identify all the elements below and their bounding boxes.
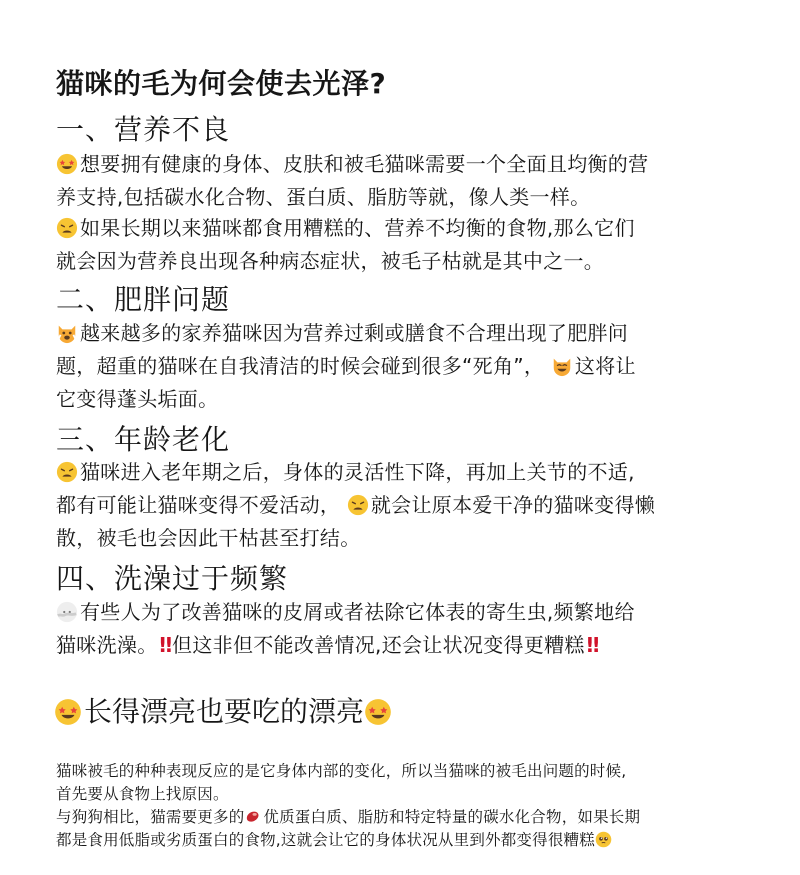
paragraph-line: 都有可能让猫咪变得不爱活动，	[56, 493, 341, 517]
pleading-face-icon	[595, 831, 612, 848]
weary-cat-icon	[56, 322, 78, 344]
cut-of-meat-icon	[244, 808, 261, 825]
weary-face-icon	[347, 494, 369, 516]
article-title: 猫咪的毛为何会使去光泽?	[56, 67, 387, 100]
paragraph-inline-text: 就会让原本爱干净的猫咪变得懒	[370, 493, 656, 517]
footer-line: 优质蛋白质、脂肪和特定特量的碳水化合物，如果长期	[263, 808, 641, 826]
star-struck-face-icon	[56, 153, 78, 175]
double-exclamation-icon: ‼	[586, 633, 598, 657]
paragraph-line: 但这非但不能改善情况,还会让状况变得更糟糕	[172, 633, 585, 657]
paragraph-line: 就会因为营养良出现各种病态症状，被毛子枯就是其中之一。	[56, 249, 605, 273]
paragraph-nutrition-1	[56, 148, 756, 214]
footer-line: 首先要从食物上找原因。	[56, 785, 229, 803]
section-heading-nutrition: 一、营养不良	[56, 113, 231, 146]
paragraph-aging	[56, 456, 756, 555]
paragraph-line: 它变得蓬头垢面。	[56, 387, 219, 411]
subheading-text: 长得漂亮也要吃的漂亮	[84, 695, 365, 728]
paragraph-bathing	[56, 596, 756, 662]
paragraph-line: 猫咪进入老年期之后，身体的灵活性下降，再加上关节的不适,	[80, 460, 635, 484]
footer-line: 猫咪被毛的种种表现反应的是它身体内部的变化，所以当猫咪的被毛出问题的时候,	[56, 762, 627, 780]
paragraph-line: 想要拥有健康的身体、皮肤和被毛猫咪需要一个全面且均衡的营	[80, 152, 649, 176]
paragraph-inline-text: 这将让	[574, 354, 636, 378]
star-struck-face-icon	[364, 698, 392, 726]
paragraph-line: 猫咪洗澡。	[56, 633, 158, 657]
section-heading-aging: 三、年龄老化	[56, 423, 231, 456]
paragraph-line: 越来越多的家养猫咪因为营养过剩或膳食不合理出现了肥胖问	[80, 321, 629, 345]
subheading	[54, 690, 394, 730]
double-exclamation-icon: ‼	[159, 633, 171, 657]
grinning-cat-icon	[551, 355, 573, 377]
paragraph-line: 如果长期以来猫咪都食用糟糕的、营养不均衡的食物,那么它们	[80, 216, 635, 240]
star-struck-face-icon	[54, 698, 82, 726]
paragraph-line: 有些人为了改善猫咪的皮屑或者祛除它体表的寄生虫,频繁地给	[80, 600, 635, 624]
footer-text	[56, 760, 766, 852]
footer-line: 都是食用低脂或劣质蛋白的食物,这就会让它的身体状况从里到外都变得很糟糕	[56, 831, 595, 849]
weary-face-icon	[56, 461, 78, 483]
section-heading-obesity: 二、肥胖问题	[56, 283, 231, 316]
paragraph-line: 题，超重的猫咪在自我清洁的时候会碰到很多“死角”，	[56, 354, 545, 378]
paragraph-nutrition-2	[56, 212, 756, 278]
weary-face-icon	[56, 217, 78, 239]
section-heading-bathing: 四、洗澡过于频繁	[56, 562, 289, 595]
paragraph-obesity	[56, 317, 756, 416]
paragraph-line: 养支持,包括碳水化合物、蛋白质、脂肪等就，像人类一样。	[56, 185, 591, 209]
paragraph-line: 散，被毛也会因此干枯甚至打结。	[56, 526, 361, 550]
face-in-clouds-icon	[56, 601, 78, 623]
footer-line: 与狗狗相比，猫需要更多的	[56, 808, 245, 826]
